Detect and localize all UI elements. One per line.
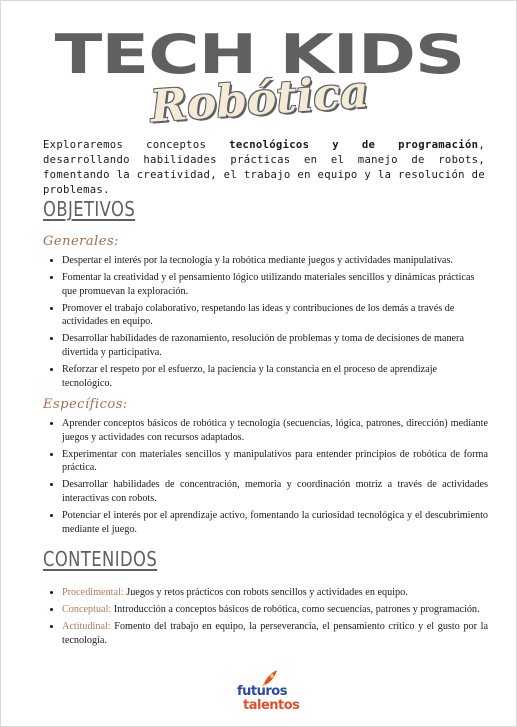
content-text: Juegos y retos prácticos con robots sencillos y actividades en equipo. xyxy=(123,587,408,598)
page-title: TECH KIDS xyxy=(54,22,465,87)
list-item: • Desarrollar habilidades de concentración, memoria y coordinación motriz a través de actividades interactivas con robots. xyxy=(62,478,488,505)
contenidos-heading: CONTENIDOS xyxy=(43,547,158,571)
list-item: • Potenciar el interés por el aprendizaje activo, fomentando la curiosidad tecnológica y el descubrimiento mediante el juego. xyxy=(62,509,488,536)
list-item: • Reforzar el respeto por el esfuerzo, la paciencia y la constancia en el proceso de aprendizaje tecnológico. xyxy=(62,363,486,390)
generales-heading: Generales: xyxy=(43,234,120,249)
list-item: • Aprender conceptos básicos de robótica y tecnología (secuencias, lógica, patrones, dirección) mediante juegos y actividades con recursos adaptados. xyxy=(62,417,488,444)
content-label: Actitudinal: xyxy=(62,621,111,633)
especificos-heading: Específicos: xyxy=(43,397,128,412)
list-item: • Fomentar la creatividad y el pensamiento lógico utilizando materiales sencillos y dinámicas prácticas que promuevan la exploración. xyxy=(62,271,486,298)
contenidos-list xyxy=(45,586,488,651)
list-item: • Promover el trabajo colaborativo, respetando las ideas y contribuciones de los demás a través de actividades en equipo. xyxy=(62,302,486,329)
intro-paragraph xyxy=(43,138,485,198)
objetivos-heading: OBJETIVOS xyxy=(43,197,136,221)
intro-text-2: , desarrollando habilidades prácticas en el manejo de robots, fomentando la creatividad, el trabajo en equipo y la resolución de problemas. xyxy=(43,139,486,196)
list-item: • Experimentar con materiales sencillos y manipulativos para entender principios de robótica de forma práctica. xyxy=(62,448,488,475)
content-text: Fomento del trabajo en equipo, la perseverancia, el pensamiento crítico y el gusto por la tecnología. xyxy=(62,621,488,646)
page-subtitle: Robótica xyxy=(148,66,371,133)
logo-text-line2: talentos xyxy=(243,698,300,713)
title-block xyxy=(1,22,517,133)
list-item xyxy=(62,620,488,647)
logo-text-line1: futuros xyxy=(237,684,287,699)
list-item: • Desarrollar habilidades de razonamiento, resolución de problemas y toma de decisiones de manera divertida y participativa. xyxy=(62,332,486,359)
intro-text-1: Exploraremos conceptos xyxy=(43,139,230,151)
list-item: • Despertar el interés por la tecnología y la robótica mediante juegos y actividades manipulativas. xyxy=(62,254,486,268)
generales-list xyxy=(45,254,486,394)
list-item xyxy=(62,603,488,617)
list-item xyxy=(62,586,488,600)
intro-text-bold: tecnológicos y de programación xyxy=(229,139,479,151)
content-label: Conceptual: xyxy=(62,604,112,616)
especificos-list xyxy=(45,417,488,540)
content-text: Introducción a conceptos básicos de robótica, como secuencias, patrones y programación. xyxy=(111,604,480,616)
content-label: Procedimental: xyxy=(62,587,124,598)
futuros-talentos-logo xyxy=(233,668,303,720)
